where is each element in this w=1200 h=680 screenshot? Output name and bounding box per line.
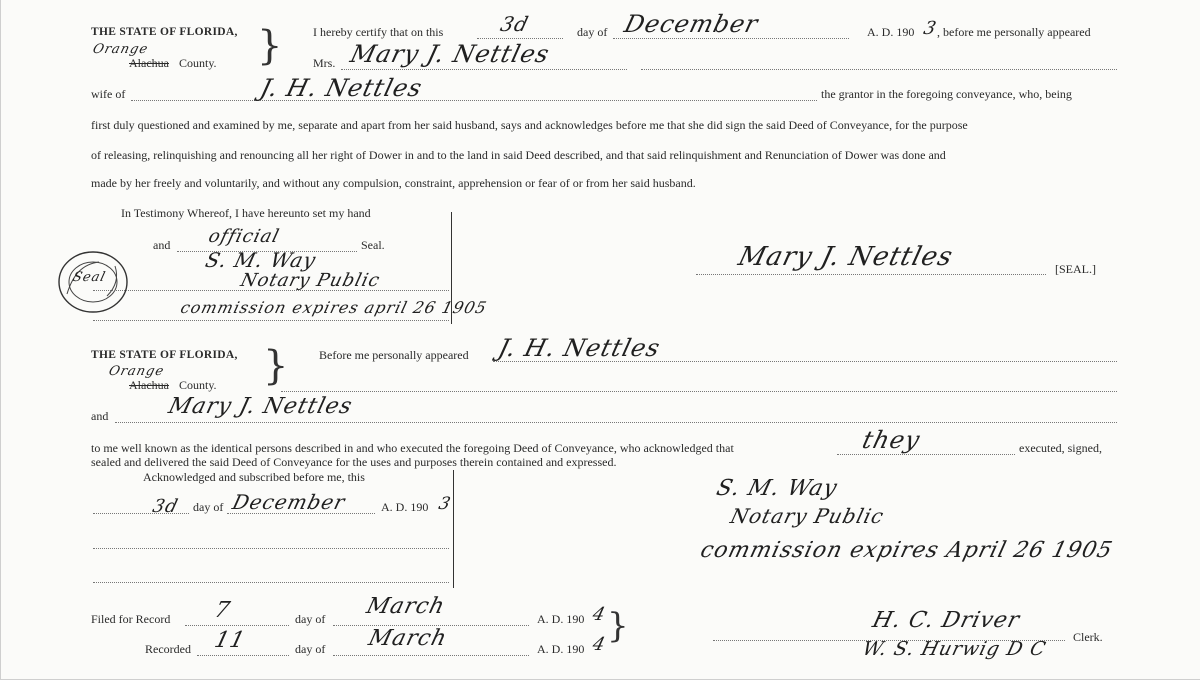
year-digit-2: 3 [436, 494, 454, 514]
person2-line [115, 422, 1117, 423]
filed-label: Filed for Record [91, 612, 171, 626]
notary-signature-1: S. M. Way [203, 248, 319, 272]
brace-1: } [257, 23, 283, 69]
person2-name: Mary J. Nettles [165, 394, 356, 419]
recorded-month: March [365, 626, 450, 651]
county-written-1: Orange [91, 42, 150, 57]
clerk-signature: H. C. Driver [869, 608, 1023, 633]
year-digit-1: 3 [921, 18, 940, 39]
notary-title-1: Notary Public [238, 270, 383, 291]
recorded-day-of: day of [295, 642, 326, 656]
mrs-line-extended [641, 69, 1117, 70]
cert2-body-line2: sealed and delivered the said Deed of Conveyance for the uses and purposes therein contained and expressed. [91, 455, 617, 469]
mrs-line [341, 69, 627, 70]
recorded-month-line [333, 655, 529, 656]
grantor-signature-line [696, 274, 1046, 275]
filed-ad: A. D. 190 [537, 612, 585, 626]
seal-stamp-label: Seal [71, 270, 108, 285]
county-written-2: Orange [107, 364, 166, 379]
husband-line [131, 100, 817, 101]
and-text-2: and [91, 409, 109, 423]
husband-name: J. H. Nettles [257, 74, 426, 102]
cert2-body-line1: to me well known as the identical persons described in and who executed the foregoing Deed of Conveyance, who acknowledged that [91, 441, 734, 455]
notary-commission-1: commission expires april 26 1905 [178, 298, 490, 317]
month-written-2: December [230, 490, 349, 514]
testimony-text: In Testimony Whereof, I have hereunto set my hand [121, 206, 371, 220]
recorded-label: Recorded [145, 642, 191, 656]
official-word: official [206, 226, 282, 247]
acknowledged-text: Acknowledged and subscribed before me, this [143, 470, 365, 484]
and-text-1: and [153, 238, 171, 252]
filed-day-of: day of [295, 612, 326, 626]
seal-label: [SEAL.] [1055, 262, 1096, 276]
county-label-1: County. [179, 56, 217, 70]
recorded-day: 11 [211, 628, 249, 653]
mrs-name: Mary J. Nettles [347, 40, 553, 68]
brace-2: } [263, 343, 289, 389]
they-line [837, 454, 1015, 455]
state-header-2: THE STATE OF FLORIDA, [91, 349, 238, 361]
wife-of-label: wife of [91, 87, 126, 101]
ad-text-1: A. D. 190 [867, 25, 915, 39]
recorded-year-digit: 4 [590, 634, 609, 655]
notary-commission-2: commission expires April 26 1905 [697, 538, 1116, 563]
county-label-2: County. [179, 378, 217, 392]
deputy-clerk-signature: W. S. Hurwig D C [860, 638, 1049, 660]
mrs-label: Mrs. [313, 56, 336, 70]
person1-line-extended [281, 391, 1117, 392]
acknowledged-bracket [453, 470, 454, 588]
day-of-1: day of [577, 25, 608, 39]
certify-text: I hereby certify that on this [313, 25, 444, 39]
they-word: they [859, 426, 924, 454]
cert1-body-line3: made by her freely and voluntarily, and without any compulsion, constraint, apprehension or fear of or from her said husband. [91, 176, 696, 190]
grantor-signature: Mary J. Nettles [735, 242, 957, 272]
county-struck-1: Alachua [129, 56, 169, 70]
appeared-text-2: Before me personally appeared [319, 348, 469, 362]
county-struck-2: Alachua [129, 378, 169, 392]
notary-line-2a [93, 548, 449, 549]
day-written-1: 3d [498, 12, 532, 36]
appeared-text-1: , before me personally appeared [937, 25, 1091, 39]
grantor-text: the grantor in the foregoing conveyance, who, being [821, 87, 1072, 101]
filed-year-digit: 4 [590, 604, 609, 625]
notary-title-line-1 [93, 320, 449, 321]
cert1-body-line1: first duly questioned and examined by me, separate and apart from her said husband, says and acknowledges before me that she did sign the said Deed of Conveyance, for the purpose [91, 118, 968, 132]
filed-day-line [185, 625, 289, 626]
clerk-label: Clerk. [1073, 630, 1103, 644]
person1-name: J. H. Nettles [495, 334, 664, 362]
notary-line-2b [93, 582, 449, 583]
executed-text: executed, signed, [1019, 441, 1102, 455]
cert1-body-line2: of releasing, relinquishing and renouncing all her right of Dower in and to the land in said Deed described, and that said relinquishment and Renunciation of Dower was done and [91, 148, 946, 162]
month-written-1: December [621, 10, 762, 38]
month-line-1 [613, 38, 849, 39]
filed-day: 7 [211, 598, 234, 623]
notary-signature-2: S. M. Way [713, 476, 841, 501]
ad-text-2: A. D. 190 [381, 500, 429, 514]
recorded-day-line [197, 655, 289, 656]
recorded-ad: A. D. 190 [537, 642, 585, 656]
day-line-1 [477, 38, 563, 39]
seal-text: Seal. [361, 238, 385, 252]
filed-month: March [363, 594, 448, 619]
day-written-2: 3d [150, 496, 181, 517]
state-header-1: THE STATE OF FLORIDA, [91, 26, 238, 38]
notary-title-2: Notary Public [728, 504, 887, 528]
day-of-2: day of [193, 500, 224, 514]
record-brace: } [607, 606, 629, 646]
